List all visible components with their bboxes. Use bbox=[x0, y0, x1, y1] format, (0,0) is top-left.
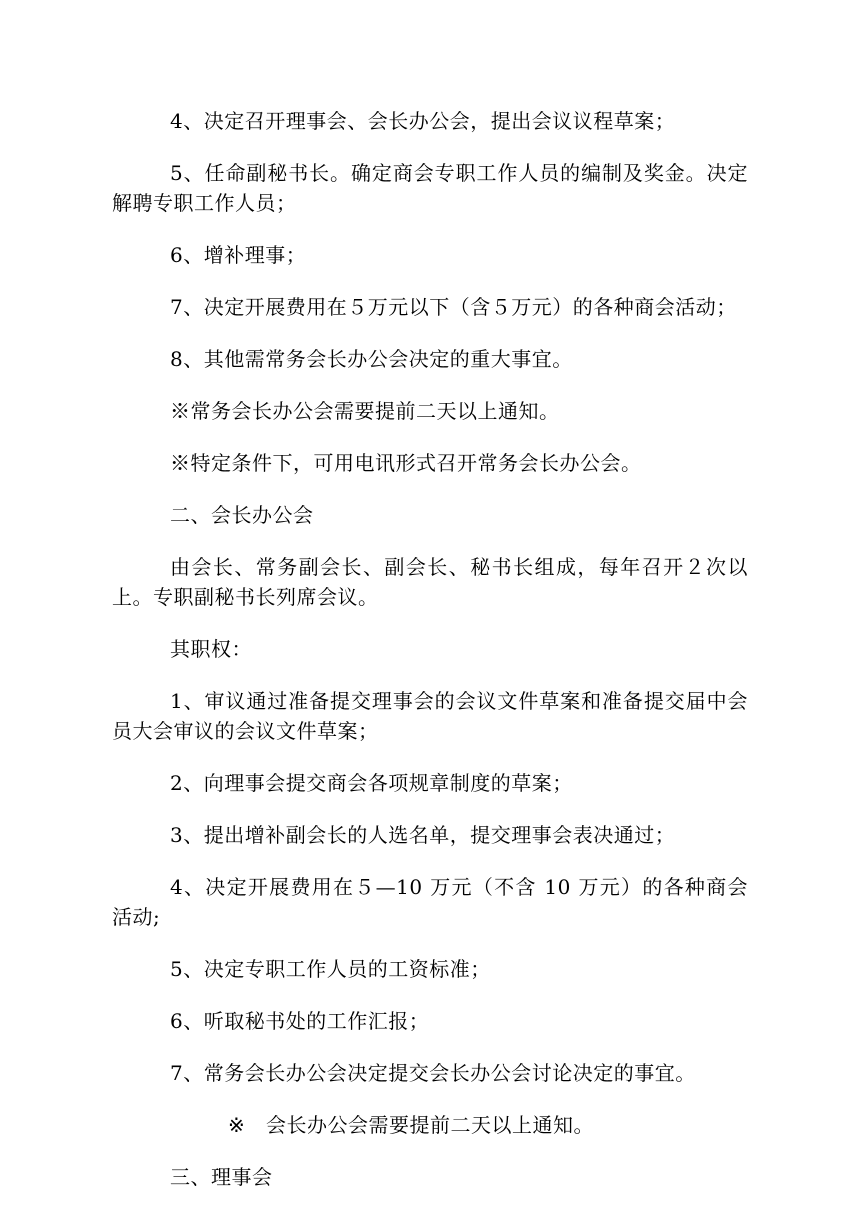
paragraph-item-6: 6、增补理事； bbox=[170, 243, 307, 267]
paragraph-item-8: 8、其他需常务会长办公会决定的重大事宜。 bbox=[170, 347, 573, 371]
note-mark: ※ bbox=[228, 1113, 246, 1137]
note-notice-days: ※常务会长办公会需要提前二天以上通知。 bbox=[170, 399, 560, 423]
section-2-item-7: 7、常务会长办公会决定提交会长办公会讨论决定的事宜。 bbox=[170, 1061, 696, 1085]
note-text: 会长办公会需要提前二天以上通知。 bbox=[266, 1113, 594, 1137]
section-2-item-2: 2、向理事会提交商会各项规章制度的草案； bbox=[170, 771, 573, 795]
section-2-item-5: 5、决定专职工作人员的工资标准； bbox=[170, 957, 491, 981]
section-heading-3: 三、理事会 bbox=[170, 1165, 273, 1189]
document-body bbox=[112, 106, 748, 1214]
paragraph-item-4: 4、决定召开理事会、会长办公会，提出会议议程草案； bbox=[170, 109, 676, 133]
section-2-item-4: 4、决定开展费用在５—10 万元（不含 10 万元）的各种商会活动; bbox=[112, 875, 748, 929]
note-telecom-meeting: ※特定条件下，可用电讯形式召开常务会长办公会。 bbox=[170, 451, 642, 475]
paragraph-item-7: 7、决定开展费用在５万元以下（含５万元）的各种商会活动； bbox=[170, 295, 737, 319]
paragraph-item-5: 5、任命副秘书长。确定商会专职工作人员的编制及奖金。决定解聘专职工作人员； bbox=[112, 161, 748, 215]
section-2-note bbox=[112, 1110, 748, 1140]
section-2-item-3: 3、提出增补副会长的人选名单，提交理事会表决通过； bbox=[170, 823, 676, 847]
section-2-powers-label: 其职权： bbox=[170, 637, 252, 661]
section-2-item-6: 6、听取秘书处的工作汇报； bbox=[170, 1009, 430, 1033]
section-2-item-1: 1、审议通过准备提交理事会的会议文件草案和准备提交届中会员大会审议的会议文件草案； bbox=[112, 689, 748, 743]
section-heading-2: 二、会长办公会 bbox=[170, 503, 314, 527]
section-2-composition: 由会长、常务副会长、副会长、秘书长组成，每年召开２次以上。专职副秘书长列席会议。 bbox=[112, 555, 748, 609]
